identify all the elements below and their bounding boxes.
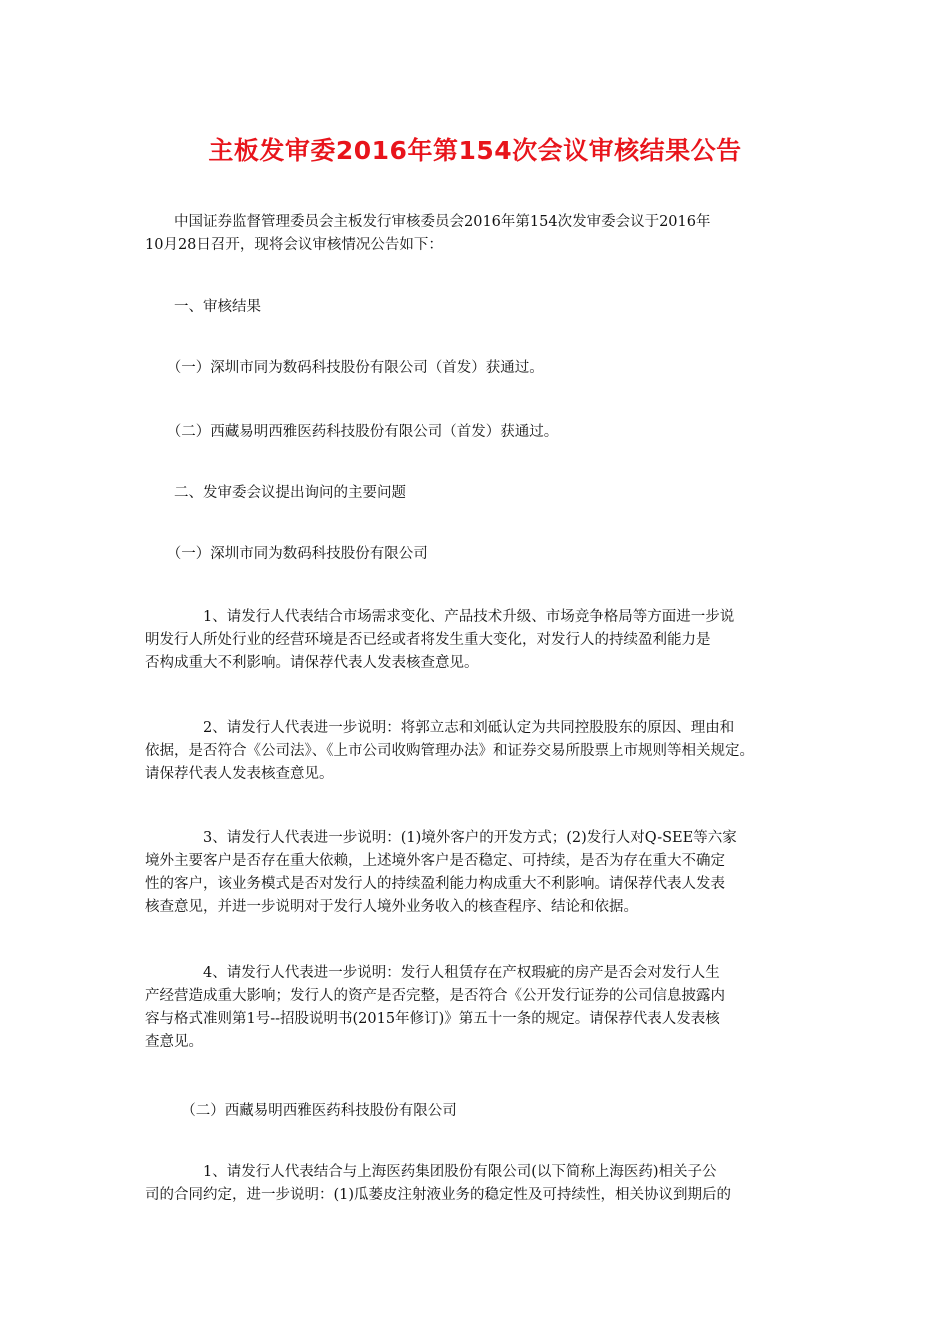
question-4 xyxy=(145,962,805,1054)
section1-heading: 一、审核结果 xyxy=(145,299,261,315)
question-line: 性的客户，该业务模式是否对发行人的持续盈利能力构成重大不利影响。请保荐代表人发表 xyxy=(145,876,725,892)
question-5 xyxy=(145,1161,805,1207)
result-item-1: （一）深圳市同为数码科技股份有限公司（首发）获通过。 xyxy=(145,360,544,376)
question-line: 否构成重大不利影响。请保荐代表人发表核查意见。 xyxy=(145,655,479,671)
question-line: 1、请发行人代表结合市场需求变化、产品技术升级、市场竞争格局等方面进一步说 xyxy=(145,609,735,625)
result-item-2: （二）西藏易明西雅医药科技股份有限公司（首发）获通过。 xyxy=(145,424,559,440)
question-line: 4、请发行人代表进一步说明：发行人租赁存在产权瑕疵的房产是否会对发行人生 xyxy=(145,965,720,981)
company1-heading: （一）深圳市同为数码科技股份有限公司 xyxy=(145,546,428,562)
question-line: 核查意见，并进一步说明对于发行人境外业务收入的核查程序、结论和依据。 xyxy=(145,899,638,915)
question-line: 司的合同约定，进一步说明：(1)瓜蒌皮注射液业务的稳定性及可持续性，相关协议到期后的 xyxy=(145,1187,732,1203)
question-line: 1、请发行人代表结合与上海医药集团股份有限公司(以下简称上海医药)相关子公 xyxy=(145,1164,717,1180)
question-3 xyxy=(145,827,805,919)
intro-line: 中国证券监督管理委员会主板发行审核委员会2016年第154次发审委会议于2016年 xyxy=(145,214,711,230)
section2-heading: 二、发审委会议提出询问的主要问题 xyxy=(145,485,406,501)
question-line: 境外主要客户是否存在重大依赖，上述境外客户是否稳定、可持续，是否为存在重大不确定 xyxy=(145,853,725,869)
question-line: 请保荐代表人发表核查意见。 xyxy=(145,766,334,782)
company2-heading: （二）西藏易明西雅医药科技股份有限公司 xyxy=(145,1103,457,1119)
question-line: 3、请发行人代表进一步说明：(1)境外客户的开发方式；(2)发行人对Q-SEE等六家 xyxy=(145,830,737,846)
question-1 xyxy=(145,606,805,675)
question-line: 2、请发行人代表进一步说明：将郭立志和刘砥认定为共同控股股东的原因、理由和 xyxy=(145,720,735,736)
intro-paragraph xyxy=(145,211,805,257)
question-line: 明发行人所处行业的经营环境是否已经或者将发生重大变化，对发行人的持续盈利能力是 xyxy=(145,632,711,648)
question-line: 依据，是否符合《公司法》、《上市公司收购管理办法》和证券交易所股票上市规则等相关规定。 xyxy=(145,743,754,759)
intro-line: 10月28日召开，现将会议审核情况公告如下： xyxy=(145,237,443,253)
document-title: 主板发审委2016年第154次会议审核结果公告 xyxy=(208,136,742,165)
question-line: 容与格式准则第1号--招股说明书(2015年修订)》第五十一条的规定。请保荐代表人发表核 xyxy=(145,1011,720,1027)
question-line: 查意见。 xyxy=(145,1034,203,1050)
question-2 xyxy=(145,717,805,786)
question-line: 产经营造成重大影响；发行人的资产是否完整，是否符合《公开发行证券的公司信息披露内 xyxy=(145,988,725,1004)
